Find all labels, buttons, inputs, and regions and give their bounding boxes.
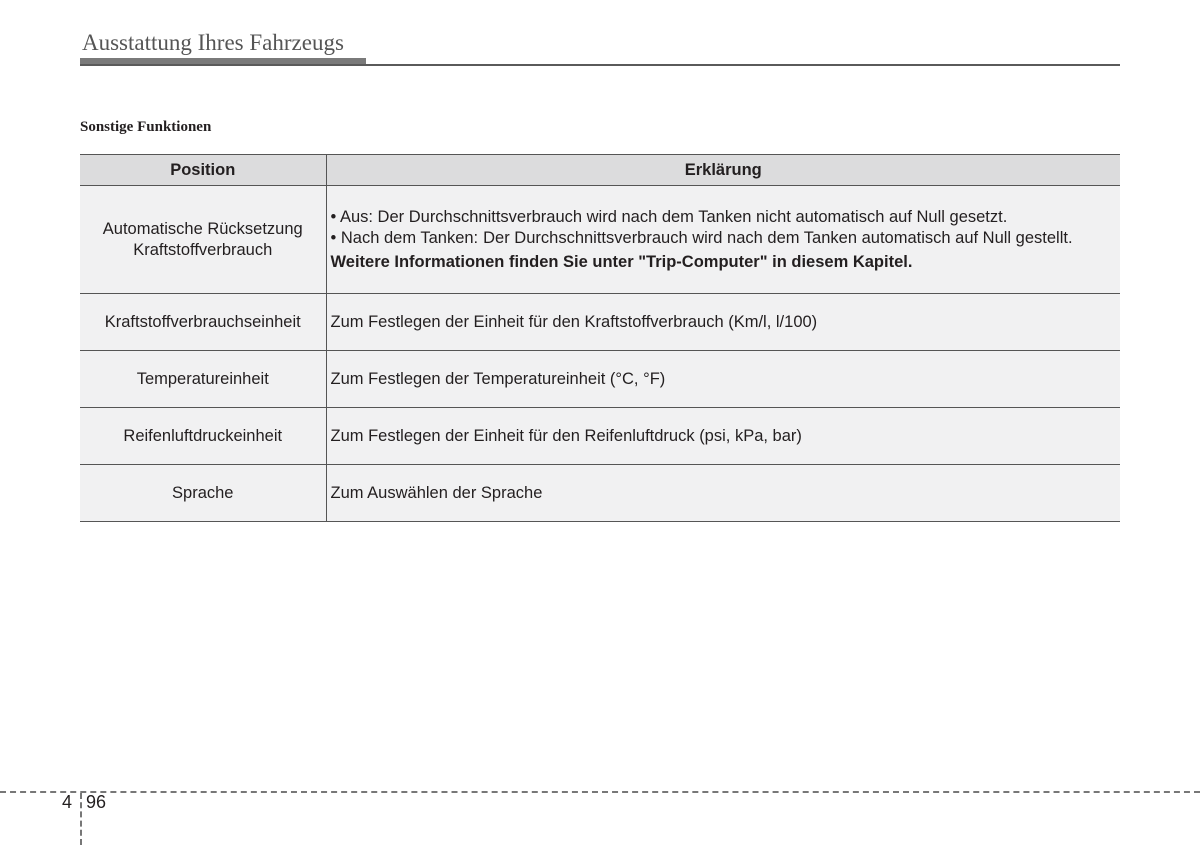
explanation-cell: Zum Festlegen der Temperatureinheit (°C, °F) (326, 351, 1120, 408)
position-cell: Temperatureinheit (80, 351, 326, 408)
table-header-row (80, 155, 1120, 186)
chapter-title: Ausstattung Ihres Fahrzeugs (82, 30, 344, 55)
explanation-cell: Zum Auswählen der Sprache (326, 465, 1120, 522)
position-cell: Reifenluftdruckeinheit (80, 408, 326, 465)
position-cell: Sprache (80, 465, 326, 522)
position-line: Kraftstoffverbrauch (133, 240, 273, 259)
position-cell: Kraftstoffverbrauchseinheit (80, 294, 326, 351)
info-note: Weitere Informationen finden Sie unter "Trip-Computer" in diesem Kapitel. (330, 252, 913, 271)
table-row (80, 351, 1120, 408)
table-row (80, 294, 1120, 351)
settings-table (80, 154, 1120, 522)
column-header-explanation: Erklärung (326, 155, 1120, 186)
column-header-position: Position (80, 155, 326, 186)
explanation-cell: Zum Festlegen der Einheit für den Reifenluftdruck (psi, kPa, bar) (326, 408, 1120, 465)
header-rule (80, 64, 1120, 66)
position-cell (80, 186, 326, 294)
table-row (80, 186, 1120, 294)
bullet-lead: • Nach dem Tanken: (330, 228, 479, 247)
position-line: Automatische Rücksetzung (102, 219, 303, 238)
page-number: 96 (86, 792, 107, 812)
footer-dashed-rule (0, 791, 1200, 793)
bullet-item: • Aus: Der Durchschnittsverbrauch wird nach dem Tanken nicht automatisch auf Null gesetzt. (330, 207, 1008, 226)
bullet-text: Der Durchschnittsverbrauch wird nach dem Tanken automatisch auf Null gestellt. (483, 228, 1073, 247)
table-row (80, 408, 1120, 465)
table-row (80, 465, 1120, 522)
bullet-item (331, 228, 1117, 249)
footer-dashed-divider (80, 793, 82, 845)
chapter-number: 4 (62, 792, 73, 812)
section-heading: Sonstige Funktionen (80, 119, 212, 135)
explanation-cell: Zum Festlegen der Einheit für den Kraftstoffverbrauch (Km/l, l/100) (326, 294, 1120, 351)
explanation-cell (326, 186, 1120, 294)
